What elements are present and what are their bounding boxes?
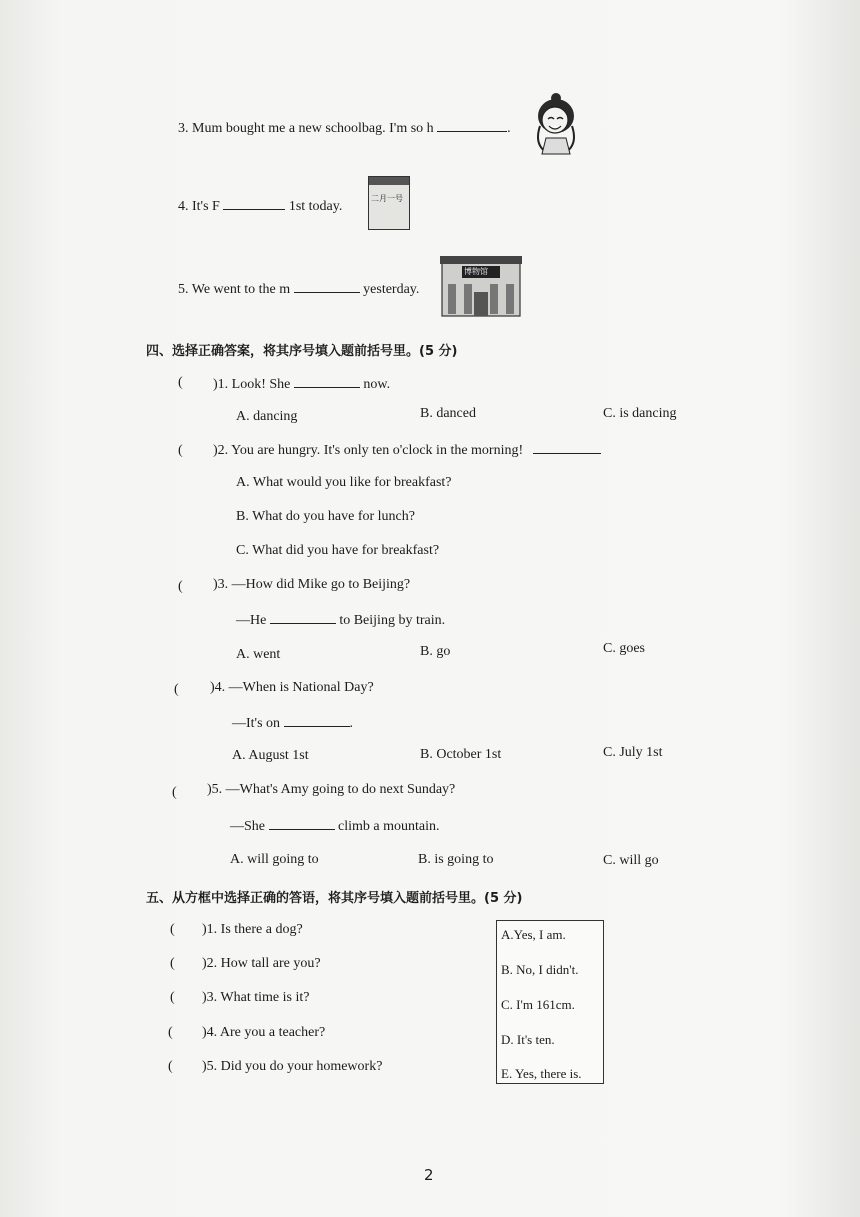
option-b: B. October 1st <box>420 747 502 762</box>
answer-paren[interactable]: ( <box>178 579 183 594</box>
option-a: A. What would you like for breakfast? <box>236 475 452 490</box>
answer-paren[interactable]: ( <box>178 375 183 390</box>
match-question-1: )1. Is there a dog? <box>202 922 303 937</box>
section-4-title: 四、选择正确答案，将其序号填入题前括号里。(5 分) <box>146 344 458 359</box>
option-c: C. is dancing <box>603 406 677 421</box>
mc-question-5-line-2: —She climb a mountain. <box>230 819 440 834</box>
fill-in-question-5: 5. We went to the m yesterday. <box>178 282 420 297</box>
answer-choice-e: E. Yes, there is. <box>501 1066 582 1081</box>
answer-choice-d: D. It's ten. <box>501 1032 555 1047</box>
answer-paren[interactable]: ( <box>170 922 175 937</box>
answer-paren[interactable]: ( <box>170 956 175 971</box>
option-c: C. will go <box>603 853 659 868</box>
answer-paren[interactable]: ( <box>178 443 183 458</box>
mc-question-2: )2. You are hungry. It's only ten o'clock in the morning! <box>213 441 601 459</box>
answer-paren[interactable]: ( <box>170 990 175 1005</box>
option-c: C. July 1st <box>603 745 663 760</box>
option-a: A. August 1st <box>232 748 309 763</box>
museum-illustration: 博物馆 <box>440 252 522 318</box>
answer-paren[interactable]: ( <box>168 1025 173 1040</box>
answer-paren[interactable]: ( <box>172 785 177 800</box>
option-c: C. What did you have for breakfast? <box>236 543 440 558</box>
match-question-3: )3. What time is it? <box>202 990 310 1005</box>
option-b: B. is going to <box>418 852 494 867</box>
answer-paren[interactable]: ( <box>168 1059 173 1074</box>
fill-in-question-3: 3. Mum bought me a new schoolbag. I'm so h . <box>178 121 511 136</box>
answer-choices-box <box>496 920 604 1084</box>
calendar-illustration: 二月一号 <box>368 176 410 230</box>
happy-girl-illustration <box>522 90 588 156</box>
option-a: A. will going to <box>230 852 319 867</box>
option-a: A. dancing <box>236 409 298 424</box>
option-b: B. What do you have for lunch? <box>236 509 415 524</box>
match-question-2: )2. How tall are you? <box>202 956 321 971</box>
page-number: 2 <box>424 1166 434 1184</box>
answer-blank[interactable] <box>294 280 360 293</box>
mc-question-5: )5. —What's Amy going to do next Sunday? <box>207 782 456 797</box>
option-c: C. goes <box>603 641 645 656</box>
mc-question-4-line-2: —It's on . <box>232 716 354 731</box>
answer-choice-a: A.Yes, I am. <box>501 927 566 942</box>
answer-choice-b: B. No, I didn't. <box>501 962 579 977</box>
option-a: A. went <box>236 647 281 662</box>
option-b: B. go <box>420 644 451 659</box>
match-question-5: )5. Did you do your homework? <box>202 1059 383 1074</box>
mc-question-1: )1. Look! She now. <box>213 377 391 392</box>
answer-blank[interactable] <box>223 197 285 210</box>
mc-question-3-line-2: —He to Beijing by train. <box>236 613 446 628</box>
option-b: B. danced <box>420 406 476 421</box>
fill-in-question-4: 4. It's F 1st today. <box>178 199 343 214</box>
section-5-title: 五、从方框中选择正确的答语，将其序号填入题前括号里。(5 分) <box>146 891 523 906</box>
match-question-4: )4. Are you a teacher? <box>202 1025 326 1040</box>
answer-choice-c: C. I'm 161cm. <box>501 997 575 1012</box>
answer-paren[interactable]: ( <box>174 682 179 697</box>
answer-blank[interactable] <box>437 119 507 132</box>
mc-question-3: )3. —How did Mike go to Beijing? <box>213 577 411 592</box>
mc-question-4: )4. —When is National Day? <box>210 680 374 695</box>
